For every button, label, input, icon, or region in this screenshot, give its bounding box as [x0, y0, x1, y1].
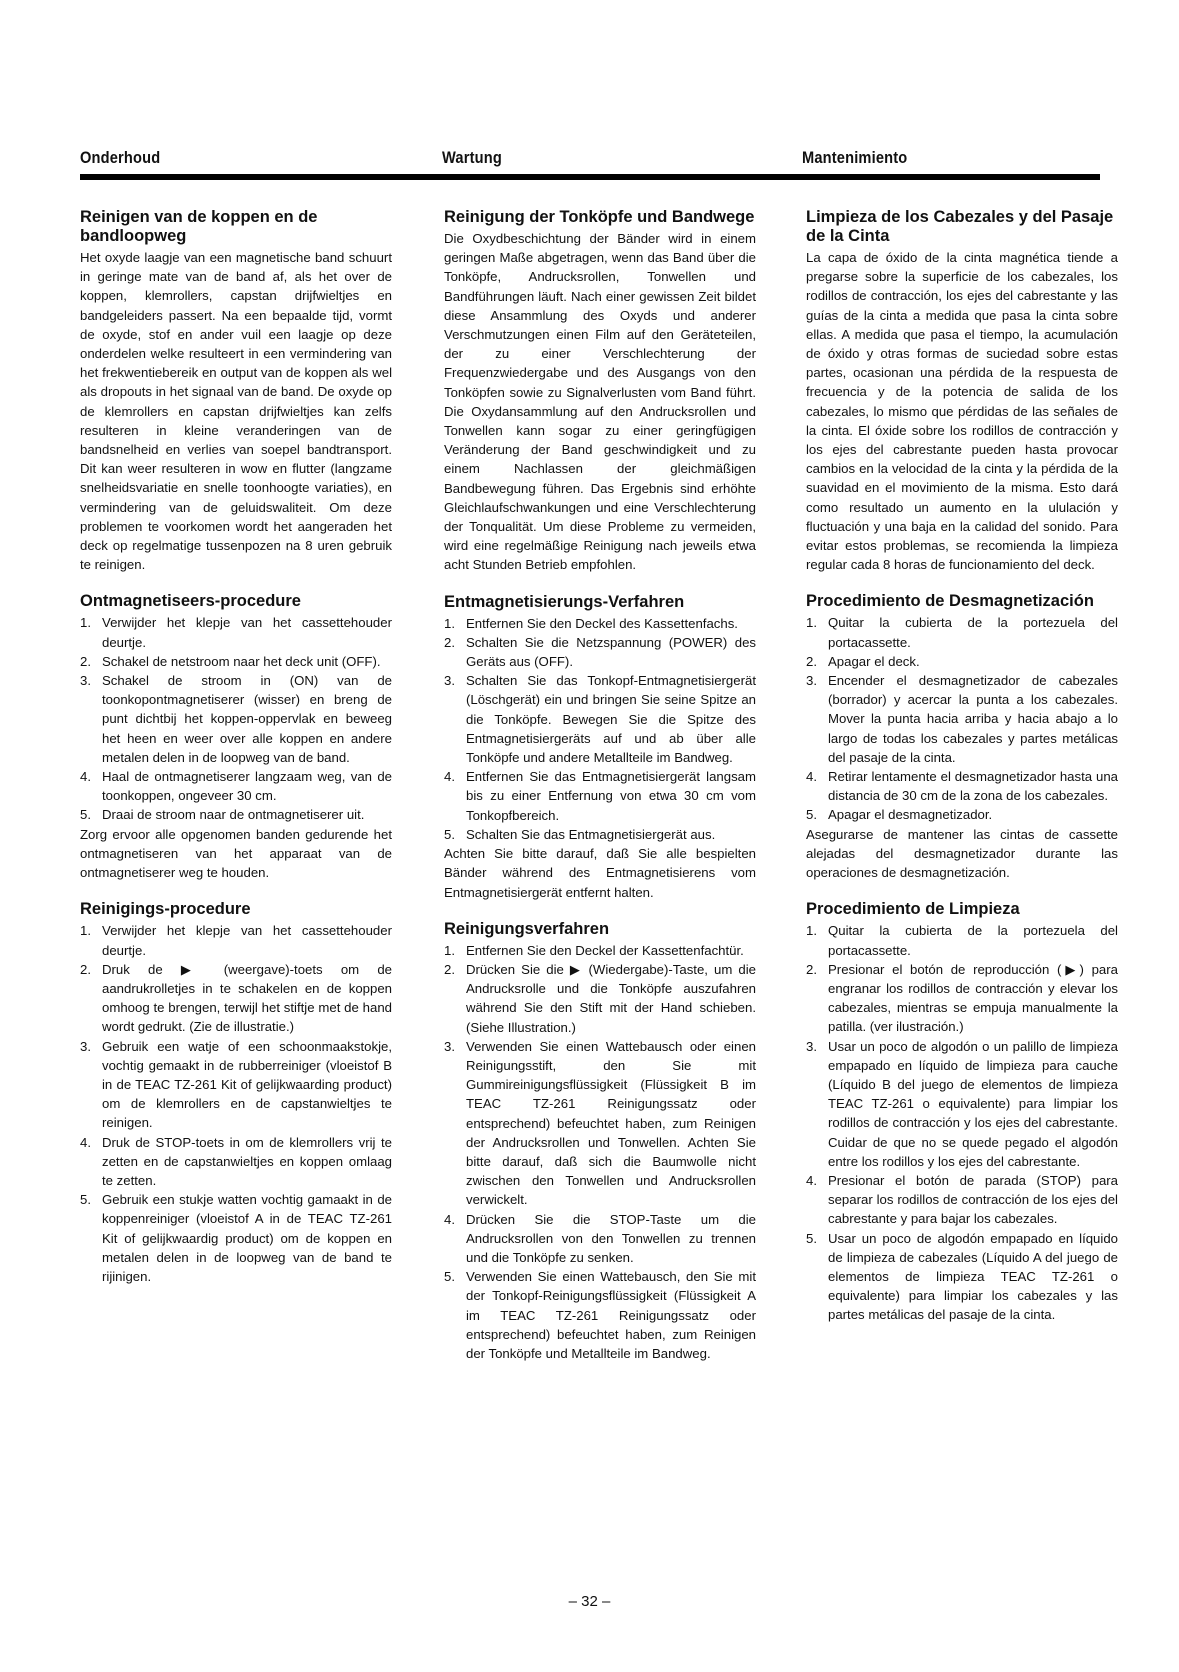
list-item: 2. Apagar el deck.	[806, 653, 920, 669]
step-list	[444, 941, 756, 1363]
section-note: Asegurarse de mantener las cintas de cassette alejadas del desmagnetizador durante las operaciones de desmagnetización.	[806, 826, 1118, 881]
column-german	[444, 208, 756, 1381]
list-item: 5. Draai de stroom naar de ontmagnetiserer uit.	[80, 807, 365, 823]
list-item: 3. Schalten Sie das Tonkopf-Entmagnetisiergerät (Löschgerät) ein und bringen Sie seine Spitze an die Tonköpfe. Bewegen Sie die Spitze des Entmagnetisiergeräts auf und ab über alle Tonköpfe und andere Metallteile im Bandweg.	[444, 673, 756, 766]
step-list	[444, 614, 756, 844]
list-item: 5. Usar un poco de algodón empapado en líquido de limpieza de cabezales (Líquido A del juego de elementos de limpieza TEAC TZ-261 o equivalente) para limpiar los cabezales y las partes metálicas del pasaje de la cinta.	[806, 1230, 1118, 1323]
list-item: 3. Encender el desmagnetizador de cabezales (borrador) y acercar la punta a los cabezales. Mover la punta hacia arriba y hacia abajo a lo largo de todas los cabezales y partes metálicas del pasaje de la cinta.	[806, 673, 1118, 765]
section-cleaning-procedure-de	[444, 920, 756, 1363]
section-title: Entmagnetisierungs-Verfahren	[444, 592, 685, 611]
list-item: 2. Schalten Sie die Netzspannung (POWER) des Geräts aus (OFF).	[444, 634, 756, 670]
section-body: Die Oxydbeschichtung der Bänder wird in einem geringen Maße abgetragen, wenn das Band über die Tonköpfe, Andrucksrollen, Tonwellen und Bandführungen läuft. Nach einer gewissen Zeit bildet diese Ansammlung des Oxyds und anderer Verschmutzungen einen Film auf den Geräteteilen, der zu einer Verschlechterung der Frequenzwiedergabe und des Ausgangs von den Tonköpfen sowie zu Signalverlusten vom Band führt. Die Oxydansammlung auf den Andrucksrollen und Tonwellen kann sogar zu einer geringfügigen Veränderung der Band geschwindigkeit und zu einem Nachlassen der gleichmäßigen Bandbewegung führen. Das Ergebnis sind erhöhte Gleichlaufschwankungen und eine Verschlechterung der Tonqualität. Um diese Probleme zu vermeiden, wird eine regelmäßige Reinigung nach jeweils etwa acht Stunden Betrieb empfohlen.	[444, 231, 756, 573]
section-title: Reinigings-procedure	[80, 900, 251, 919]
list-item: 4. Haal de ontmagnetiserer langzaam weg, van de toonkoppen, ongeveer 30 cm.	[80, 769, 392, 804]
section-note: Zorg ervoor alle opgenomen banden gedurende het ontmagnetiseren van het apparaat van de ontmagnetiserer weg te houden.	[80, 826, 392, 881]
list-item: 1. Entfernen Sie den Deckel des Kassettenfachs.	[444, 615, 738, 631]
list-item: 4. Drücken Sie die STOP-Taste um die Andrucksrollen von den Tonwellen zu trennen und die Tonköpfe zu senken.	[444, 1211, 756, 1265]
list-item: 1. Verwijder het klepje van het cassettehouder deurtje.	[80, 615, 392, 650]
header-dutch: Onderhoud	[80, 148, 161, 167]
list-item: 5. Apagar el desmagnetizador.	[806, 807, 993, 823]
step-list	[806, 921, 1118, 1324]
list-item: 2. Druk de ▶ (weergave)-toets om de aandrukrolletjes in te schakelen en de koppen omhoog te brengen, terwijl het stiftje met de hand wordt gedrukt. (Zie de illustratie.)	[80, 961, 392, 1035]
section-body: Het oxyde laagje van een magnetische band schuurt in geringe mate van de band af, als het over de koppen, klemrollers, capstan drijfwieltjes en bandgeleiders passert. Na een bepaalde tijd, vormt de oxyde, stof en ander vuil een laagje op deze onderdelen welke resulteert in een vermindering van het frekwentiebereik en output van de koppen als wel als dropouts in het signaal van de band. De oxyde op de klemrollers en capstan drijfwieltjes kan zelfs resulteren in kleine veranderingen van de bandsnelheid en verlies van soepel bandtransport. Dit kan weer resulteren in wow en flutter (langzame snelheidsvariatie en snelle toonhoogte variaties), en vermindering van de geluidswaliteit. Om deze problemen te voorkomen wordt het aangeraden het deck op regelmatige tussenpozen na 8 uren gebruik te reinigen.	[80, 250, 392, 573]
list-item: 1. Entfernen Sie den Deckel der Kassettenfachtür.	[444, 942, 744, 958]
list-item: 3. Gebruik een watje of een schoonmaakstokje, vochtig gemaakt in de rubberreiniger (vloeistof B in de TEAC TZ-261 Kit of gelijkwaarding product) om de klemrollers en de capstanwieltjes te reinigen.	[80, 1038, 392, 1131]
section-demagnetize-es	[806, 592, 1118, 882]
column-spanish	[806, 208, 1118, 1343]
list-item: 1. Verwijder het klepje van het cassettehouder deurtje.	[80, 923, 392, 958]
section-cleaning-heads-de	[444, 208, 756, 575]
step-list	[80, 613, 392, 824]
section-title: Reinigen van de koppen en de bandloopweg	[80, 208, 318, 245]
list-item: 2. Presionar el botón de reproducción (▶) para engranar los rodillos de contracción y elevar los cabezales, mientras se empuja manualmente la patilla. (ver ilustración.)	[806, 961, 1118, 1035]
header-rule	[80, 174, 1100, 180]
section-title: Procedimiento de Limpieza	[806, 900, 1020, 919]
list-item: 3. Verwenden Sie einen Wattebausch oder einen Reinigungsstift, den Sie mit Gummireinigungsflüssigkeit (Flüssigkeit B im TEAC TZ-261 Reinigungssatz oder entsprechend) befeuchtet haben, zum Reinigen der Andrucksrollen und Tonwellen. Achten Sie bitte darauf, daß sich die Baumwolle nicht zwischen den Tonwellen und Andrucksrollen verwickelt.	[444, 1038, 756, 1208]
section-cleaning-heads-es	[806, 208, 1118, 574]
section-title: Procedimiento de Desmagnetización	[806, 592, 1094, 611]
step-list	[80, 921, 392, 1286]
list-item: 5. Verwenden Sie einen Wattebausch, den Sie mit der Tonkopf-Reinigungsflüssigkeit (Flüssigkeit A im TEAC TZ-261 Reinigungssatz oder entsprechend) befeuchtet haben, zum Reinigen der Tonköpfe und Metallteile im Bandweg.	[444, 1269, 756, 1361]
section-demagnetize-nl	[80, 592, 392, 882]
list-item: 1. Quitar la cubierta de la portezuela del portacassette.	[806, 923, 1118, 958]
step-list	[806, 613, 1118, 824]
list-item: 4. Presionar el botón de parada (STOP) para separar los rodillos de contracción de los ejes del cabrestante y para bajar los cabezales.	[806, 1172, 1118, 1227]
column-dutch	[80, 208, 392, 1304]
list-item: 3. Usar un poco de algodón o un palillo de limpieza empapado en líquido de limpieza para cauche (Líquido B del juego de elementos de limpieza TEAC TZ-261 o equivalente) para limpiar los rodillos de contracción y los ejes del cabrestante. Cuidar de que no se quede pegado el algodón entre los rodillos y los ejes del cabrestante.	[806, 1038, 1118, 1169]
list-item: 4. Entfernen Sie das Entmagnetisiergerät langsam bis zu einer Entfernung von etwa 30 cm vom Tonkopfbereich.	[444, 769, 756, 823]
section-demagnetize-de	[444, 593, 756, 902]
list-item: 5. Schalten Sie das Entmagnetisiergerät aus.	[444, 826, 716, 842]
section-title: Reinigungsverfahren	[444, 919, 610, 938]
page-number: – 32 –	[568, 1593, 611, 1610]
section-title: Limpieza de los Cabezales y del Pasaje de la Cinta	[806, 208, 1114, 245]
list-item: 3. Schakel de stroom in (ON) van de toonkopontmagnetiserer (wisser) en breng de punt dichtbij het koppen-oppervlak en beweeg het heen en weer over alle koppen en andere metalen delen in de loopweg van de band.	[80, 673, 392, 765]
header-german: Wartung	[442, 148, 502, 167]
list-item: 4. Retirar lentamente el desmagnetizador hasta una distancia de 30 cm de la zona de los cabezales.	[806, 769, 1118, 804]
section-cleaning-procedure-es	[806, 900, 1118, 1324]
list-item: 2. Drücken Sie die ▶ (Wiedergabe)-Taste, um die Andrucksrolle und die Tonköpfe auszufahren während Sie den Stift mit der Hand schieben. (Siehe Illustration.)	[444, 961, 756, 1035]
section-note: Achten Sie bitte darauf, daß Sie alle bespielten Bänder während des Entmagnetisierens vom Entmagnetisiergerät entfernt halten.	[444, 846, 756, 900]
list-item: 5. Gebruik een stukje watten vochtig gamaakt in de koppenreiniger (vloeistof A in de TEAC TZ-261 Kit of gelijkwaardig product) om de koppen en metalen delen in de loopweg van de band te rijinigen.	[80, 1192, 392, 1284]
section-title: Ontmagnetiseers-procedure	[80, 592, 301, 611]
header-spanish: Mantenimiento	[802, 148, 908, 167]
list-item: 2. Schakel de netstroom naar het deck unit (OFF).	[80, 653, 381, 669]
section-body: La capa de óxido de la cinta magnética tiende a pregarse sobre la superficie de los cabezales, los rodillos de contracción, los ejes del cabrestante y las guías de la cinta a medida que pasa la cinta sobre ellas. A medida que pasa el tiempo, la acumulación de óxido y otras formas de suciedad sobre estas partes, ocasionan una pérdida de la respuesta de frecuencia y de la potencia de salida de los cabezales, lo mismo que pérdidas de las señales de la cinta. El óxide sobre los rodillos de contracción y los ejes del cabrestante pueden hasta provocar cambios en la velocidad de la cinta y la pérdida de la suavidad en el movimiento de la misma. Esto dará como resultado un aumento en la ululación y fluctuación y una baja en la calidad del sonido. Para evitar estos problemas, se recomienda la limpieza regular cada 8 horas de funcionamiento del deck.	[806, 250, 1118, 573]
section-title: Reinigung der Tonköpfe und Bandwege	[444, 208, 755, 226]
section-cleaning-procedure-nl	[80, 900, 392, 1286]
section-cleaning-heads-nl	[80, 208, 392, 574]
list-item: 4. Druk de STOP-toets in om de klemrollers vrij te zetten en de capstanwieltjes en koppen omlaag te zetten.	[80, 1134, 392, 1188]
list-item: 1. Quitar la cubierta de la portezuela del portacassette.	[806, 615, 1118, 650]
page-header	[80, 148, 1100, 170]
